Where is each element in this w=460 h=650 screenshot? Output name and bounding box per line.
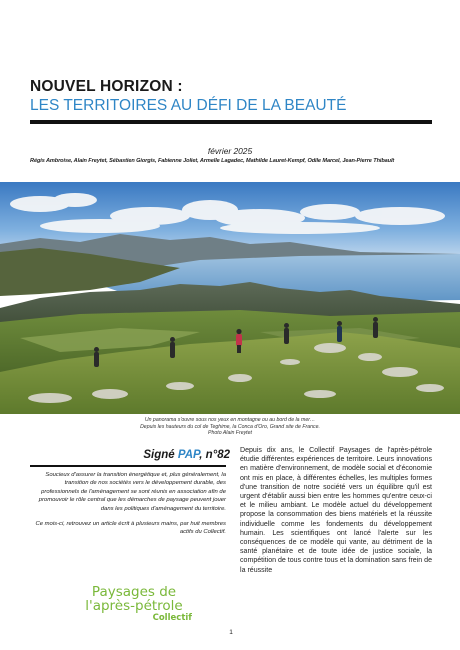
title-line-1: NOUVEL HORIZON :	[30, 78, 183, 95]
sidebar-intro: Soucieux d'assurer la transition énergétique et, plus généralement, la transition de nos sociétés vers le développement durable, des professionnels de l'aménagement se sont réunis en association afin de promouvoir le rôle central que les démarches de paysage peuvent jouer dans les politiques d'aménagement du territoire.	[38, 472, 226, 512]
logo-line-1: Paysages de	[91, 584, 177, 600]
title-line-2: LES TERRITOIRES AU DÉFI DE LA BEAUTÉ	[30, 97, 347, 114]
landscape-illustration	[0, 182, 460, 414]
photo-caption	[70, 417, 390, 437]
authors-line: Régis Ambroise, Alain Freytet, Sébastien Giorgis, Fabienne Joliet, Armelle Lagadec, Mathilde Lauret-Kempf, Odile Marcel, Jean-Pierre Thibault	[30, 158, 395, 164]
logo-line-2: l'après-pétrole	[85, 598, 183, 614]
logo-line-3: Collectif	[152, 613, 192, 623]
article-body	[240, 446, 432, 575]
title-rule	[30, 120, 432, 124]
collectif-logo	[64, 586, 204, 623]
publication-date: février 2025	[207, 146, 253, 156]
signe-rule	[30, 465, 226, 467]
signe-pap: PAP	[177, 449, 200, 461]
page-number: 1	[229, 629, 233, 636]
caption-line-3: Photo Alain Freytet	[208, 430, 252, 437]
title-block	[30, 78, 430, 115]
signe-heading	[30, 449, 230, 461]
landscape-photo	[0, 182, 460, 414]
signe-prefix: Signé	[143, 449, 178, 461]
signe-suffix: , n°82	[199, 449, 230, 461]
caption-line-2: Depuis les hauteurs du col de Teghime, la Conca d'Oro, Grand site de France.	[140, 423, 320, 430]
caption-line-1: Un panorama s'ouvre sous nos yeux en montagne ou au bord de la mer…	[144, 417, 316, 423]
sidebar-intro-2: Ce mois-ci, retrouvez un article écrit à plusieurs mains, par huit membres actifs du Collectif.	[35, 521, 226, 536]
article-paragraph: Depuis dix ans, le Collectif Paysages de l'après-pétrole étudie différentes expériences de territoire. Leurs innovations en matière d'environnement, de modèle social et d'économie ont mis en place, à différentes échelles, les multiples formes d'une transition de notre société vers un équilibre qu'il est urgent d'établir aussi bien entre les hommes qu'entre ceux-ci et le milieu ambiant. Le modèle actuel du développement propose la consommation des biens matériels et la réussite individuelle comme les fondements du développement humain. Les scientifiques ont lancé l'alerte sur les conséquences de ce modèle qui vante, au détriment de la santé planétaire et de toute idée de justice sociale, la compétition de tous contre tous et la domination sans frein de la réussite	[240, 447, 432, 574]
